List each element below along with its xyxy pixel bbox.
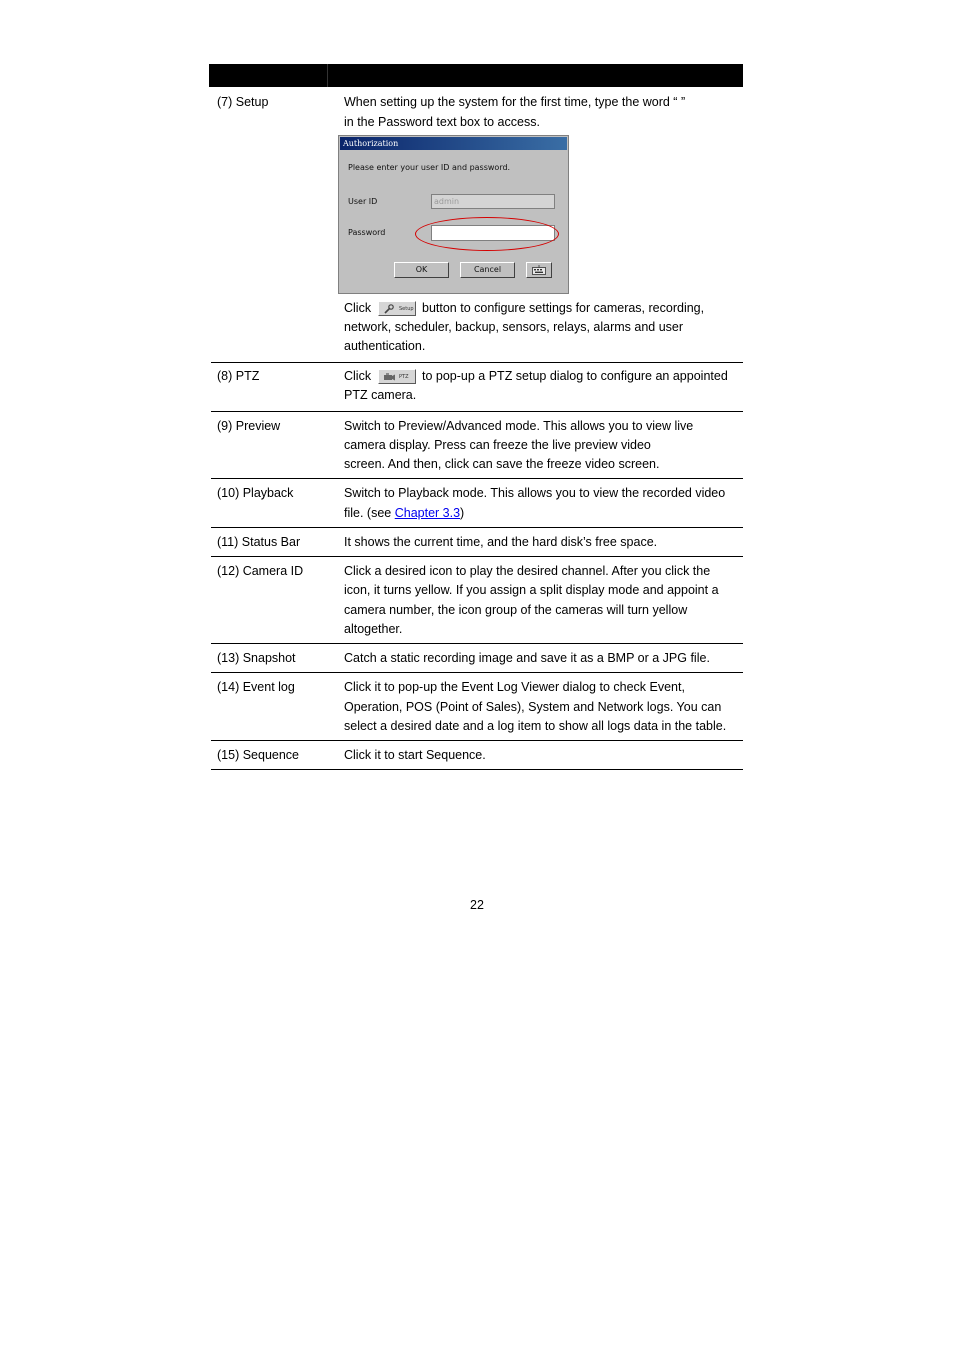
row-divider <box>211 478 743 479</box>
row-label-setup: (7) Setup <box>217 95 269 109</box>
row-desc-camera-id-line4: altogether. <box>344 622 403 636</box>
ptz-camera-icon <box>383 372 396 382</box>
row-desc-event-log-line1: Click it to pop-up the Event Log Viewer dialog to check Event, <box>344 680 685 694</box>
row-desc-preview-line1: Switch to Preview/Advanced mode. This allows you to view live <box>344 419 694 433</box>
chapter-link[interactable]: Chapter 3.3 <box>394 506 461 520</box>
playback-see-prefix: file. (see <box>344 506 395 520</box>
page-number: 22 <box>470 898 484 912</box>
row-desc-playback-line2 <box>344 504 464 523</box>
row-desc-preview-line2: camera display. Press can freeze the live preview video <box>344 438 651 452</box>
table-header-bar <box>209 64 743 87</box>
row-label-snapshot: (13) Snapshot <box>217 651 296 665</box>
ptz-button[interactable] <box>378 369 416 384</box>
authorization-dialog <box>338 135 569 294</box>
row-label-playback: (10) Playback <box>217 486 294 500</box>
row-desc-ptz-click: Click <box>344 369 372 383</box>
user-id-label: User ID <box>348 197 378 206</box>
row-desc-sequence: Click it to start Sequence. <box>344 748 486 762</box>
row-divider <box>211 740 743 741</box>
row-desc-camera-id-line2: icon, it turns yellow. If you assign a split display mode and appoint a <box>344 583 719 597</box>
ptz-button-label: PTZ <box>399 374 409 380</box>
row-desc-ptz-line2: PTZ camera. <box>344 388 417 402</box>
row-label-sequence: (15) Sequence <box>217 748 300 762</box>
row-desc-event-log-line3: select a desired date and a log item to show all logs data in the table. <box>344 719 727 733</box>
row-divider <box>211 643 743 644</box>
row-divider <box>211 527 743 528</box>
user-id-field[interactable]: admin <box>431 194 555 209</box>
dialog-title: Authorization <box>340 137 567 150</box>
row-divider <box>211 769 743 770</box>
row-desc-setup-click-rest: button to configure settings for cameras, recording, <box>422 301 705 315</box>
header-divider <box>327 64 328 87</box>
row-desc-setup-line2: in the Password text box to access. <box>344 115 540 129</box>
row-desc-ptz-rest: to pop-up a PTZ setup dialog to configure an appointed <box>422 369 728 383</box>
row-desc-preview-line3: screen. And then, click can save the freeze video screen. <box>344 457 660 471</box>
row-desc-setup-line1: When setting up the system for the first time, type the word “ ” <box>344 95 686 109</box>
cancel-button[interactable]: Cancel <box>460 262 515 278</box>
playback-see-suffix: ) <box>460 506 465 520</box>
row-desc-status-bar: It shows the current time, and the hard disk’s free space. <box>344 535 658 549</box>
row-desc-setup-line4: network, scheduler, backup, sensors, relays, alarms and user <box>344 320 684 334</box>
setup-button-label: Setup <box>399 306 414 312</box>
keyboard-icon <box>532 265 546 275</box>
row-desc-setup-line5: authentication. <box>344 339 426 353</box>
row-desc-snapshot: Catch a static recording image and save it as a BMP or a JPG file. <box>344 651 710 665</box>
row-desc-playback-line1: Switch to Playback mode. This allows you to view the recorded video <box>344 486 726 500</box>
keyboard-button[interactable] <box>526 262 552 278</box>
row-divider <box>211 556 743 557</box>
row-divider <box>211 362 743 363</box>
row-label-event-log: (14) Event log <box>217 680 295 694</box>
password-highlight-oval <box>415 217 559 251</box>
dialog-prompt: Please enter your user ID and password. <box>348 163 511 172</box>
row-divider <box>211 411 743 412</box>
row-desc-camera-id-line1: Click a desired icon to play the desired channel. After you click the <box>344 564 711 578</box>
row-label-preview: (9) Preview <box>217 419 281 433</box>
ok-button[interactable]: OK <box>394 262 449 278</box>
setup-button[interactable] <box>378 301 416 316</box>
row-label-ptz: (8) PTZ <box>217 369 260 383</box>
row-label-status-bar: (11) Status Bar <box>217 535 301 549</box>
wrench-icon <box>383 304 395 314</box>
row-divider <box>211 672 743 673</box>
row-desc-camera-id-line3: camera number, the icon group of the cameras will turn yellow <box>344 603 688 617</box>
row-desc-event-log-line2: Operation, POS (Point of Sales), System and Network logs. You can <box>344 700 722 714</box>
row-label-camera-id: (12) Camera ID <box>217 564 304 578</box>
row-desc-setup-click: Click <box>344 301 372 315</box>
password-label: Password <box>348 228 386 237</box>
